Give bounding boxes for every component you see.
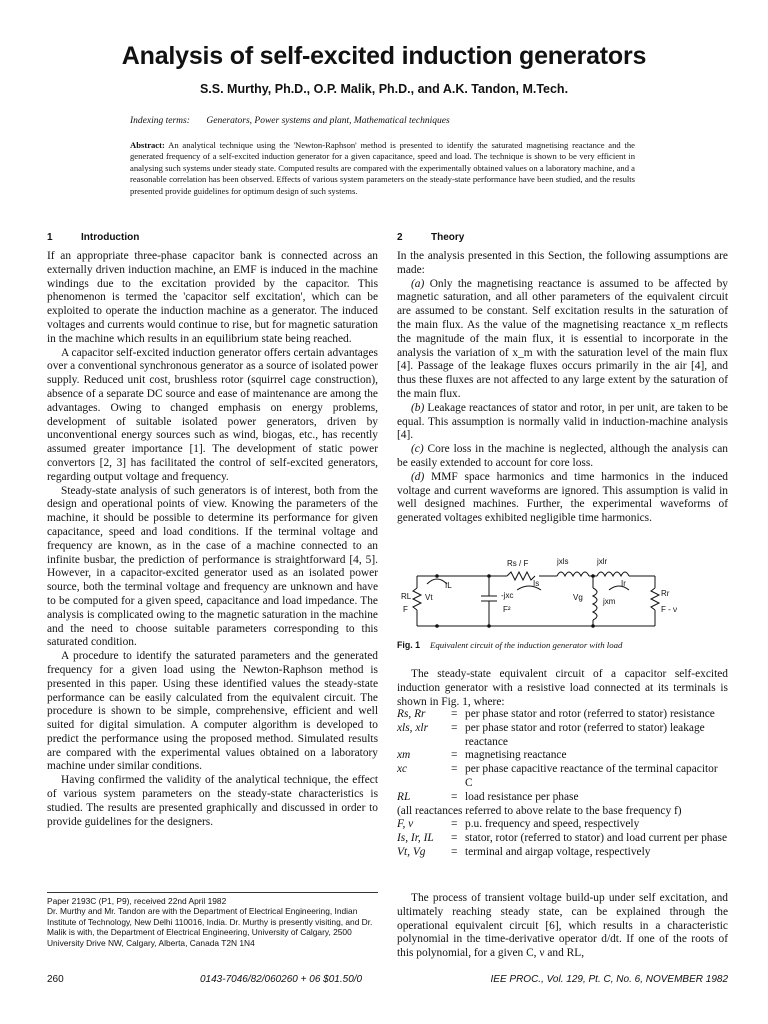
label-rl: RL — [401, 592, 412, 601]
indexing-values: Generators, Power systems and plant, Mathematical techniques — [206, 116, 450, 126]
equivalent-circuit-diagram — [397, 552, 728, 630]
assumption-d: (d) MMF space harmonics and time harmonics in the induced voltage and current waveforms are ignored. This assumption is valid in well designed machines. Further, the experimental waveforms of generated voltages exhibited negligible time harmonics. — [397, 470, 728, 525]
affiliations: Dr. Murthy and Mr. Tandon are with the Department of Electrical Engineering, Indian Institute of Technology, New Delhi 110016, India. Dr. Murthy is presently visiting, and Dr. Malik is with, the Department of Electrical Engineering, University of Calgary, 2500 University Drive NW, Calgary, Alberta, Canada T2N 1N4 — [47, 906, 373, 948]
authors: S.S. Murthy, Ph.D., O.P. Malik, Ph.D., and A.K. Tandon, M.Tech. — [199, 82, 569, 96]
section-heading-introduction: 1 Introduction — [47, 232, 140, 243]
paragraph: A procedure to identify the saturated parameters and the generated frequency for a given load using the Newton-Raphson method is presented in this paper. Using these identified values the steady-state performance can be easily calculated from the equivalent circuit. The procedure is shown to be simple, comprehensive, efficient and well suited for digital simulation. A computer algorithm is developed to predict the performance using the proposed method. Simulated results are compared with the experimental values obtained on a laboratory machine under similar conditions. — [47, 650, 378, 773]
label-rl-den: F — [403, 605, 408, 614]
introduction-body — [47, 250, 378, 829]
paragraph: In the analysis presented in this Section, the following assumptions are made: — [397, 250, 728, 276]
label-jxm: jxm — [603, 597, 616, 606]
label-cap: -jxc — [501, 591, 514, 600]
symbol-row: xm = magnetising reactance — [397, 749, 567, 762]
label-jxls: jxls — [557, 557, 569, 566]
footnote-divider — [47, 892, 378, 893]
paragraph: A capacitor self-excited induction generator offers certain advantages over a conventional synchronous generator as a source of isolated power supply. Reduced unit cost, brushless rotor (squirrel cage construction), absence of a separate DC source and ease of maintenance are among the advantages. Owing to changed emphasis on energy problems, development of suitable isolated power generators, driven by unconventional energy sources such as wind, biogas, etc., has recently assumed greater importance [1]. The development of static power convertors [2, 3] has facilitated the control of self-excited generators, regarding output voltage and frequency. — [47, 346, 378, 483]
journal-reference: IEE PROC., Vol. 129, Pt. C, No. 6, NOVEMBER 1982 — [490, 974, 728, 985]
symbol-row: xls, xlr = per phase stator and rotor (referred to stator) leakage reactance — [397, 721, 705, 748]
paragraph: Having confirmed the validity of the analytical technique, the effect of various system parameters on the steady-state characteristics is studied. The results are presented graphically and discussed in order to provide guidelines for the designers. — [47, 774, 378, 828]
assumption-b: (b) Leakage reactances of stator and rotor, in per unit, are taken to be equal. This assumption is normally valid in induction-machine analysis [4]. — [397, 401, 728, 442]
paper-title: Analysis of self-excited induction generators — [121, 42, 647, 70]
footnote — [47, 896, 378, 948]
symbol-list — [397, 708, 728, 860]
label-cap-den: F² — [503, 605, 511, 614]
paragraph: If an appropriate three-phase capacitor bank is connected across an externally driven induction machine, an EMF is induced in the machine windings due to the excitation provided by the capacitor. This phenomenon is termed the 'capacitor self excitation', which can be exploited to operate the induction machine as a generator. The induced voltages and currents would continue to rise, but for magnetic saturation in the machine which results in an equilibrium state being reached. — [47, 250, 378, 345]
label-rs: Rs / F — [507, 559, 529, 568]
paragraph: Steady-state analysis of such generators is of interest, both from the design and operational points of view. Knowing the parameters of the machine, it should be possible to determine its performance for given capacitance, speed and load conditions. If the terminal voltage and frequency are known, as in the case of a machine connected to an infinite busbar, the prediction of performance is straightforward [4, 5]. However, in a capacitor-excited generator used as an isolated power source, both the terminal voltage and frequency are unknown and have to be computed for a given speed, capacitance and load impedance. The analysis is complicated owing to the magnetic saturation in the machine and the need to choose suitable parameters corresponding to this saturated condition. — [47, 484, 378, 649]
label-il: IL — [445, 581, 452, 590]
label-is: Is — [533, 579, 540, 588]
abstract-label: Abstract: — [130, 140, 165, 150]
label-rr-den: F - ν — [661, 605, 677, 614]
assumption-a: (a) Only the magnetising reactance is assumed to be affected by magnetic saturation, and all other parameters of the equivalent circuit are assumed to be constant. Self excitation results in the saturation of the main flux. As the value of the magnetising reactance x_m reflects the magnitude of the main flux, it is essential to incorporate in the analysis the variation of x_m with the saturation level of the main flux [4]. Passage of the leakage fluxes occurs primarily in the air [4], and thus these fluxes are not affected to any large extent by the saturation of the main flux. — [397, 277, 728, 400]
page-number: 260 — [47, 974, 64, 985]
label-jxlr: jxlr — [597, 557, 608, 566]
label-rr: Rr — [661, 589, 670, 598]
figure-caption-text: Equivalent circuit of the induction generator with load — [429, 640, 623, 650]
theory-after-figure — [397, 668, 728, 709]
symbol-row: Rs, Rr = per phase stator and rotor (referred to stator) resistance — [397, 708, 715, 720]
symbol-row: Is, Ir, IL = stator, rotor (referred to stator) and load current per phase — [397, 832, 728, 845]
assumption-c: (c) Core loss in the machine is neglected, although the analysis can be easily extended to account for core loss. — [397, 443, 728, 469]
symbol-row: RL = load resistance per phase — [397, 790, 579, 803]
symbol-row: F, ν = p.u. frequency and speed, respectively — [397, 818, 640, 831]
paragraph: The process of transient voltage build-up under self excitation, and ultimately reaching steady state, can be explained through the operational equivalent circuit [6], which results in a characteristic polynomial in the time-derivative operator d/dt. If one of the roots of this polynomial, for a given C, ν and RL, — [397, 892, 728, 960]
paragraph: The steady-state equivalent circuit of a capacitor self-excited induction generator with a resistive load connected at its terminals is shown in Fig. 1, where: — [397, 668, 728, 708]
figure-label: Fig. 1 — [397, 640, 420, 650]
abstract-text: An analytical technique using the 'Newton-Raphson' method is presented to identify the saturated magnetising reactance and the generated frequency of a self-excited induction generator for a given capacitance, speed and load. The technique is shown to be very efficient in analysing such systems under steady state. Computed results are compared with the experimentally obtained values on a laboratory machine, and a reasonable correlation has been observed. Effects of various system parameters on the steady-state performance have been studied, and the results presented provide guidelines for optimum design of such systems. — [130, 140, 635, 196]
abstract — [130, 140, 635, 197]
indexing-terms — [130, 116, 450, 126]
label-vt: Vt — [425, 593, 433, 602]
section-heading-theory: 2 Theory — [397, 232, 465, 243]
reactance-note: (all reactances referred to above relate to the base frequency f) — [397, 804, 682, 817]
figure-caption — [397, 640, 622, 650]
paper-received: Paper 2193C (P1, P9), received 22nd April 1982 — [47, 896, 227, 906]
theory-closing — [397, 892, 728, 961]
copyright-code: 0143-7046/82/060260 + 06 $01.50/0 — [200, 974, 363, 985]
label-ir: Ir — [621, 579, 626, 588]
theory-body — [397, 250, 728, 526]
symbol-row: xc = per phase capacitive reactance of the terminal capacitor C — [397, 763, 718, 789]
label-vg: Vg — [573, 593, 583, 602]
indexing-label: Indexing terms: — [130, 116, 190, 126]
symbol-row: Vt, Vg = terminal and airgap voltage, respectively — [397, 845, 651, 858]
